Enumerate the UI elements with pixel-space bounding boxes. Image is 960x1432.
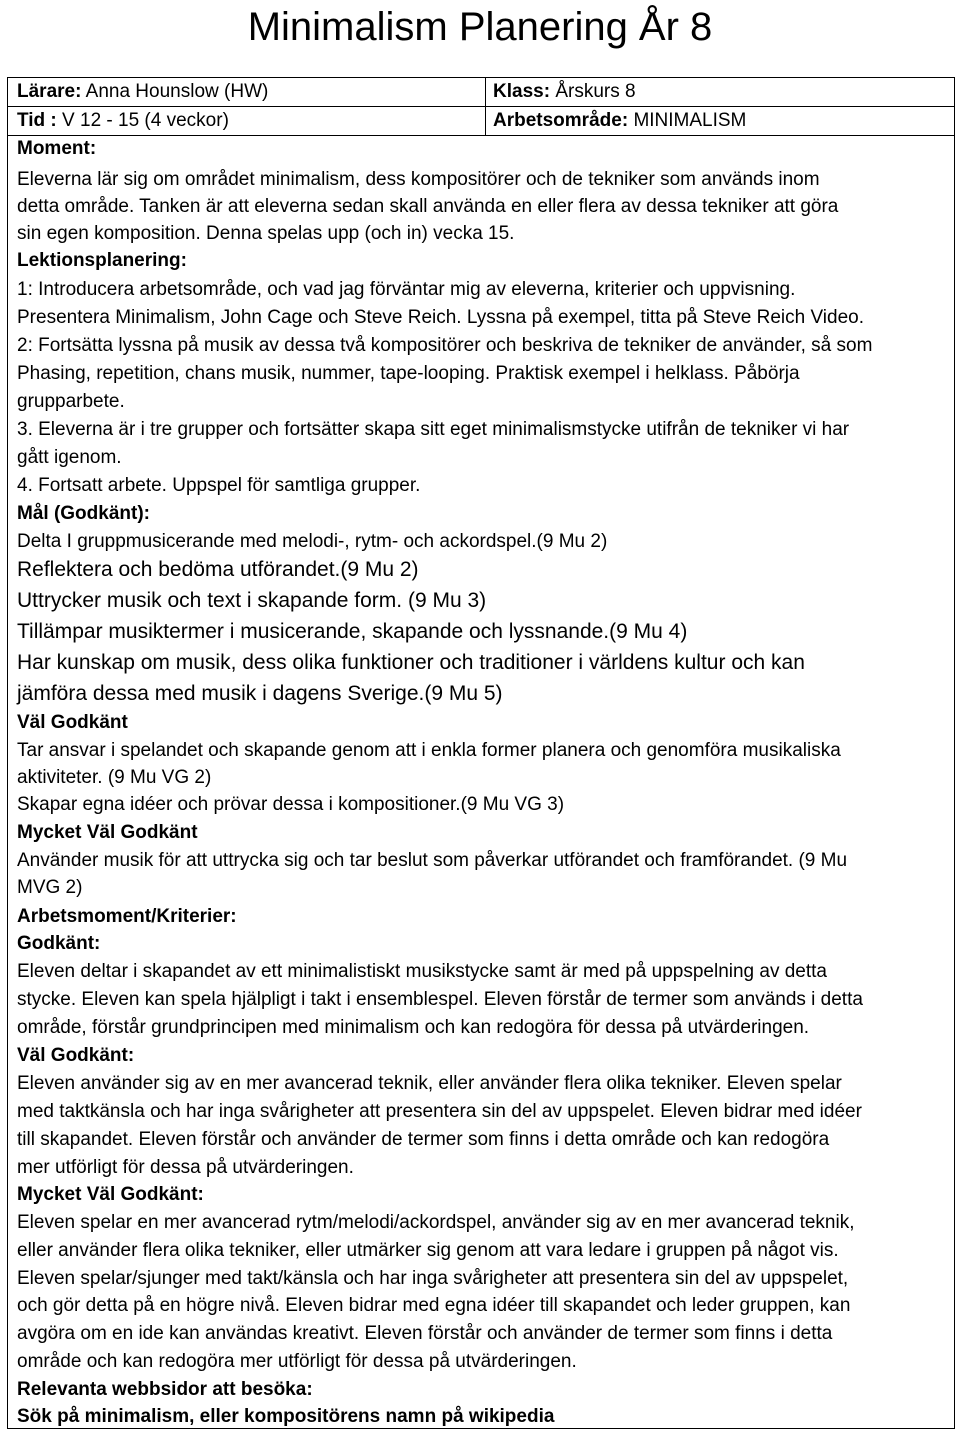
moment-line: sin egen komposition. Denna spelas upp (och in) vecka 15.: [17, 223, 515, 244]
mal-line: Delta I gruppmusicerande med melodi-, rytm- och ackordspel.(9 Mu 2): [17, 531, 608, 552]
mal-big-line: Reflektera och bedöma utförandet.(9 Mu 2): [17, 558, 419, 581]
lektion-line: Phasing, repetition, chans musik, nummer, tape-looping. Praktisk exempel i helklass. Påbörja: [17, 363, 800, 384]
mal-vg-line: Skapar egna idéer och prövar dessa i kompositioner.(9 Mu VG 3): [17, 794, 565, 815]
mal-heading: Mål (Godkänt):: [17, 503, 150, 524]
kriterier-mvg-line: avgöra om en ide kan användas kreativt. Eleven förstår och använder de termer som finns i detta: [17, 1323, 833, 1344]
time-value: V 12 - 15 (4 veckor): [62, 110, 229, 131]
kriterier-vg-heading: Väl Godkänt:: [17, 1045, 135, 1066]
kriterier-mvg-line: och gör detta på en högre nivå. Eleven bidrar med egna idéer till skapandet och leder gruppen, kan: [17, 1295, 851, 1316]
kriterier-vg-line: Eleven använder sig av en mer avancerad teknik, eller använder flera olika tekniker. Eleven spelar: [17, 1073, 842, 1094]
mal-vg-line: Tar ansvar i spelandet och skapande genom att i enkla former planera och genomföra musikaliska: [17, 740, 841, 761]
kriterier-mvg-line: Eleven spelar en mer avancerad rytm/melodi/ackordspel, använder sig av en mer avancerad teknik,: [17, 1212, 855, 1233]
planning-table: [7, 77, 955, 1429]
class-label: Klass:: [493, 81, 551, 102]
kriterier-g-heading: Godkänt:: [17, 933, 101, 954]
header-row-teacher: [8, 78, 954, 107]
mal-big-line: Tillämpar musiktermer i musicerande, skapande och lyssnande.(9 Mu 4): [17, 620, 688, 643]
moment-line: Eleverna lär sig om området minimalism, dess kompositörer och de tekniker som används inom: [17, 169, 820, 190]
kriterier-g-line: stycke. Eleven kan spela hjälpligt i takt i ensemblespel. Eleven förstår de termer som används i detta: [17, 989, 863, 1010]
kriterier-mvg-line: Eleven spelar/sjunger med takt/känsla och har inga svårigheter att presentera sin del av uppspelet,: [17, 1268, 849, 1289]
kriterier-vg-line: mer utförligt för dessa på utvärderingen.: [17, 1157, 354, 1178]
mal-mvg-heading: Mycket Väl Godkänt: [17, 822, 198, 843]
mal-big-line: Uttrycker musik och text i skapande form. (9 Mu 3): [17, 589, 487, 612]
moment-heading: Moment:: [17, 138, 97, 159]
kriterier-vg-line: till skapandet. Eleven förstår och använder de termer som finns i detta område och kan redogöra: [17, 1129, 830, 1150]
mal-vg-heading: Väl Godkänt: [17, 712, 128, 733]
kriterier-heading: Arbetsmoment/Kriterier:: [17, 906, 237, 927]
kriterier-mvg-line: eller använder flera olika tekniker, eller utmärker sig genom att vara ledare i gruppen på något vis.: [17, 1240, 839, 1261]
lektion-line: gått igenom.: [17, 447, 122, 468]
lektion-line: 1: Introducera arbetsområde, och vad jag förväntar mig av eleverna, kriterier och uppvisning.: [17, 279, 796, 300]
lektion-heading: Lektionsplanering:: [17, 250, 187, 271]
kriterier-mvg-line: område och kan redogöra mer utförligt för dessa på utvärderingen.: [17, 1351, 577, 1372]
lektion-line: 2: Fortsätta lyssna på musik av dessa två kompositörer och beskriva de tekniker de använder, så som: [17, 335, 873, 356]
lektion-line: grupparbete.: [17, 391, 125, 412]
class-cell: [493, 79, 636, 105]
page-title: Minimalism Planering År 8: [247, 5, 713, 49]
area-label: Arbetsområde:: [493, 110, 629, 131]
lektion-line: 4. Fortsatt arbete. Uppspel för samtliga grupper.: [17, 475, 421, 496]
header-divider: [485, 78, 486, 135]
lektion-line: Presentera Minimalism, John Cage och Steve Reich. Lyssna på exempel, titta på Steve Reich Video.: [17, 307, 864, 328]
kriterier-g-line: område, förstår grundprincipen med minimalism och kan redogöra för dessa på utvärderingen.: [17, 1017, 810, 1038]
time-label: Tid :: [17, 110, 57, 131]
kriterier-vg-line: med taktkänsla och har inga svårigheter att presentera sin del av uppspelet. Eleven bidrar med idéer: [17, 1101, 862, 1122]
links-heading: Relevanta webbsidor att besöka:: [17, 1379, 313, 1400]
mal-mvg-line: MVG 2): [17, 877, 83, 898]
area-value: MINIMALISM: [633, 110, 747, 131]
mal-vg-line: aktiviteter. (9 Mu VG 2): [17, 767, 212, 788]
kriterier-mvg-heading: Mycket Väl Godkänt:: [17, 1184, 204, 1205]
mal-big-line: jämföra dessa med musik i dagens Sverige.(9 Mu 5): [17, 682, 503, 705]
teacher-value: Anna Hounslow (HW): [85, 81, 269, 102]
mal-mvg-line: Använder musik för att uttrycka sig och tar beslut som påverkar utförandet och framförandet. (9 Mu: [17, 850, 848, 871]
kriterier-g-line: Eleven deltar i skapandet av ett minimalistiskt musikstycke samt är med på uppspelning av detta: [17, 961, 827, 982]
time-cell: [17, 108, 229, 134]
header-row-time: [8, 107, 954, 136]
mal-big-line: Har kunskap om musik, dess olika funktioner och traditioner i världens kultur och kan: [17, 651, 805, 674]
moment-line: detta område. Tanken är att eleverna sedan skall använda en eller flera av dessa tekniker att göra: [17, 196, 839, 217]
lektion-line: 3. Eleverna är i tre grupper och fortsätter skapa sitt eget minimalismstycke utifrån de tekniker vi har: [17, 419, 850, 440]
class-value: Årskurs 8: [555, 81, 636, 102]
links-text: Sök på minimalism, eller kompositörens namn på wikipedia: [17, 1406, 555, 1427]
area-cell: [493, 108, 746, 134]
teacher-cell: [17, 79, 268, 105]
teacher-label: Lärare:: [17, 81, 82, 102]
